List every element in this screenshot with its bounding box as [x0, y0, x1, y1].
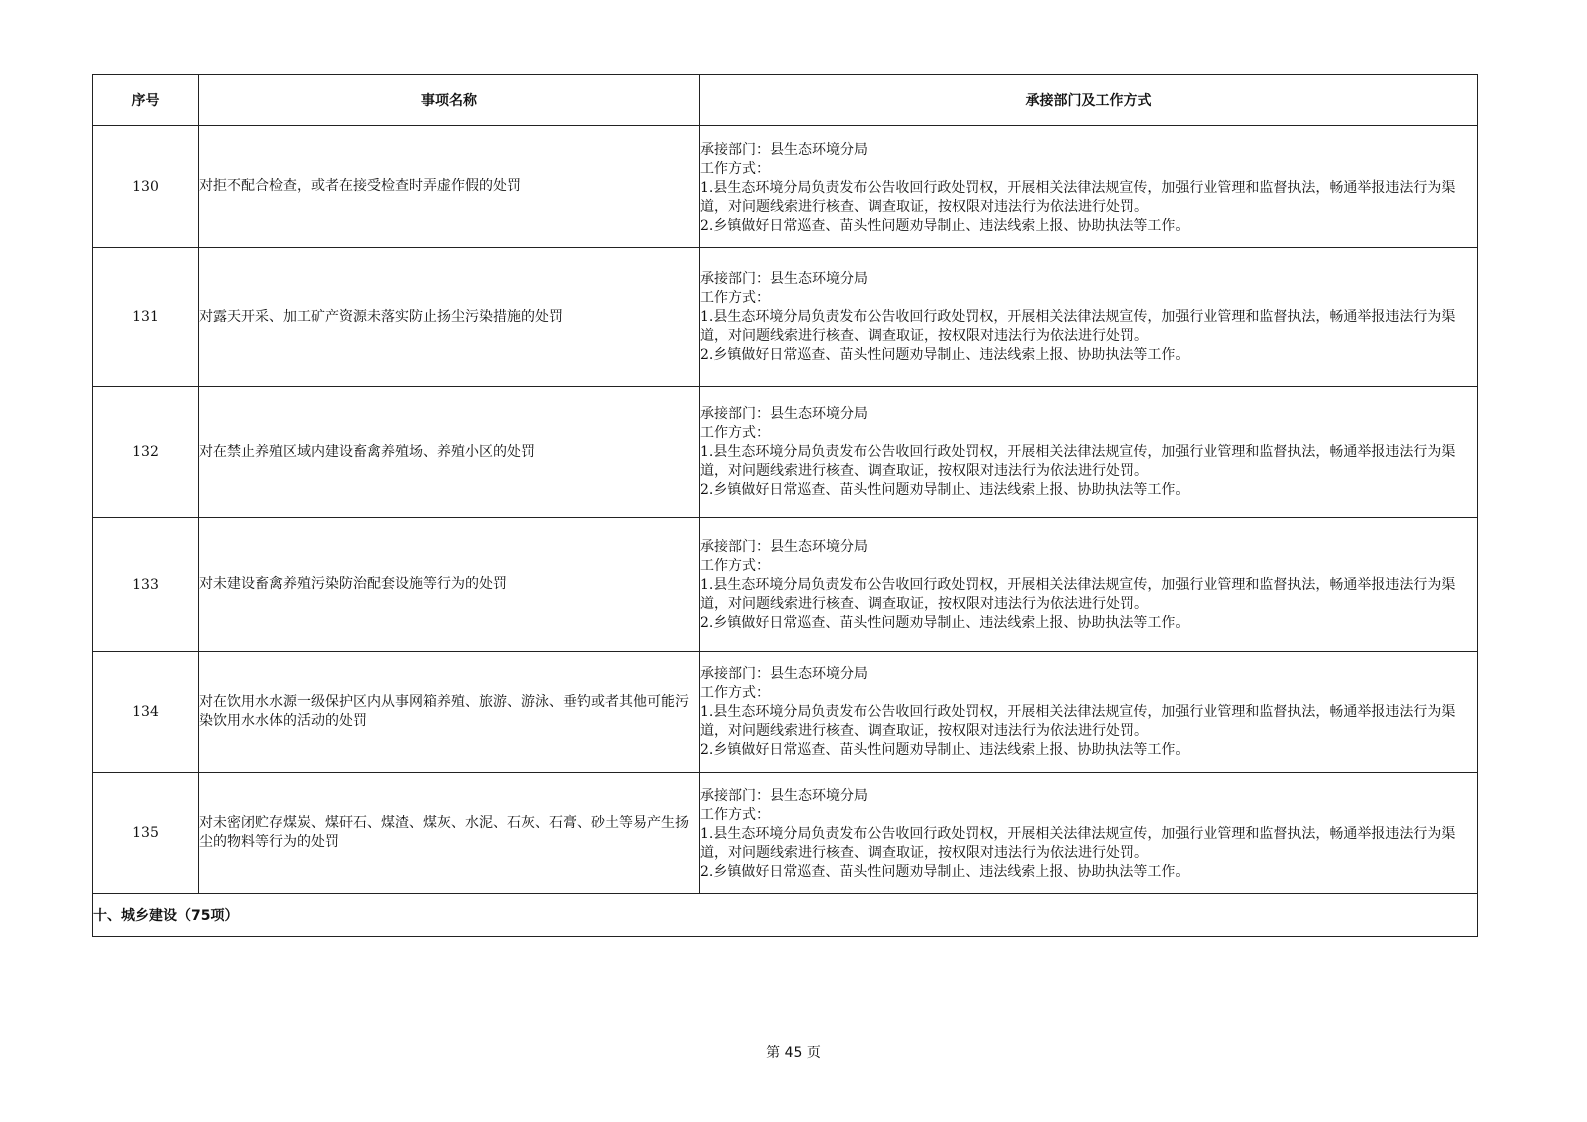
method-item-1: 1.县生态环境分局负责发布公告收回行政处罚权，开展相关法律法规宣传，加强行业管理和监督执法，畅通举报违法行为渠道，对问题线索进行核查、调查取证，按权限对违法行为依法进行处罚。 — [700, 704, 1456, 739]
header-seq: 序号 — [93, 75, 199, 126]
row-item-name: 对在禁止养殖区域内建设畜禽养殖场、养殖小区的处罚 — [199, 387, 700, 518]
method-item-2: 2.乡镇做好日常巡查、苗头性问题劝导制止、违法线索上报、协助执法等工作。 — [700, 218, 1190, 234]
row-seq: 131 — [93, 248, 199, 387]
section-row — [93, 894, 1478, 937]
table-row — [93, 387, 1478, 518]
row-seq: 132 — [93, 387, 199, 518]
method-item-2: 2.乡镇做好日常巡查、苗头性问题劝导制止、违法线索上报、协助执法等工作。 — [700, 482, 1190, 498]
row-item-name: 对拒不配合检查，或者在接受检查时弄虚作假的处罚 — [199, 126, 700, 248]
method-label: 工作方式： — [700, 290, 770, 306]
row-method — [700, 773, 1478, 894]
method-item-2: 2.乡镇做好日常巡查、苗头性问题劝导制止、违法线索上报、协助执法等工作。 — [700, 347, 1190, 363]
method-item-1: 1.县生态环境分局负责发布公告收回行政处罚权，开展相关法律法规宣传，加强行业管理和监督执法，畅通举报违法行为渠道，对问题线索进行核查、调查取证，按权限对违法行为依法进行处罚。 — [700, 826, 1456, 861]
row-item-name: 对未密闭贮存煤炭、煤矸石、煤渣、煤灰、水泥、石灰、石膏、砂土等易产生扬尘的物料等行为的处罚 — [199, 773, 700, 894]
row-method — [700, 126, 1478, 248]
row-item-name: 对露天开采、加工矿产资源未落实防止扬尘污染措施的处罚 — [199, 248, 700, 387]
method-label: 工作方式： — [700, 425, 770, 441]
row-method — [700, 387, 1478, 518]
row-seq: 134 — [93, 652, 199, 773]
method-item-1: 1.县生态环境分局负责发布公告收回行政处罚权，开展相关法律法规宣传，加强行业管理和监督执法，畅通举报违法行为渠道，对问题线索进行核查、调查取证，按权限对违法行为依法进行处罚。 — [700, 444, 1456, 479]
method-item-1: 1.县生态环境分局负责发布公告收回行政处罚权，开展相关法律法规宣传，加强行业管理和监督执法，畅通举报违法行为渠道，对问题线索进行核查、调查取证，按权限对违法行为依法进行处罚。 — [700, 577, 1456, 612]
method-dept: 承接部门：县生态环境分局 — [700, 406, 868, 422]
method-item-2: 2.乡镇做好日常巡查、苗头性问题劝导制止、违法线索上报、协助执法等工作。 — [700, 615, 1190, 631]
method-item-2: 2.乡镇做好日常巡查、苗头性问题劝导制止、违法线索上报、协助执法等工作。 — [700, 864, 1190, 880]
row-method — [700, 248, 1478, 387]
method-item-1: 1.县生态环境分局负责发布公告收回行政处罚权，开展相关法律法规宣传，加强行业管理和监督执法，畅通举报违法行为渠道，对问题线索进行核查、调查取证，按权限对违法行为依法进行处罚。 — [700, 180, 1456, 215]
row-seq: 133 — [93, 518, 199, 652]
row-seq: 130 — [93, 126, 199, 248]
row-item-name: 对在饮用水水源一级保护区内从事网箱养殖、旅游、游泳、垂钓或者其他可能污染饮用水水体的活动的处罚 — [199, 652, 700, 773]
table-row — [93, 773, 1478, 894]
method-dept: 承接部门：县生态环境分局 — [700, 142, 868, 158]
table-row — [93, 518, 1478, 652]
row-method — [700, 518, 1478, 652]
row-seq: 135 — [93, 773, 199, 894]
table-row — [93, 652, 1478, 773]
method-item-1: 1.县生态环境分局负责发布公告收回行政处罚权，开展相关法律法规宣传，加强行业管理和监督执法，畅通举报违法行为渠道，对问题线索进行核查、调查取证，按权限对违法行为依法进行处罚。 — [700, 309, 1456, 344]
method-label: 工作方式： — [700, 685, 770, 701]
method-label: 工作方式： — [700, 807, 770, 823]
method-label: 工作方式： — [700, 161, 770, 177]
table-row — [93, 126, 1478, 248]
row-item-name: 对未建设畜禽养殖污染防治配套设施等行为的处罚 — [199, 518, 700, 652]
method-dept: 承接部门：县生态环境分局 — [700, 271, 868, 287]
method-dept: 承接部门：县生态环境分局 — [700, 539, 868, 555]
row-method — [700, 652, 1478, 773]
section-title: 十、城乡建设（75项） — [93, 894, 1478, 937]
header-row — [93, 75, 1478, 126]
method-item-2: 2.乡镇做好日常巡查、苗头性问题劝导制止、违法线索上报、协助执法等工作。 — [700, 742, 1190, 758]
items-table — [92, 74, 1478, 937]
method-dept: 承接部门：县生态环境分局 — [700, 666, 868, 682]
header-method: 承接部门及工作方式 — [700, 75, 1478, 126]
method-dept: 承接部门：县生态环境分局 — [700, 788, 868, 804]
method-label: 工作方式： — [700, 558, 770, 574]
header-name: 事项名称 — [199, 75, 700, 126]
table-row — [93, 248, 1478, 387]
page-number: 第 45 页 — [766, 1045, 821, 1061]
